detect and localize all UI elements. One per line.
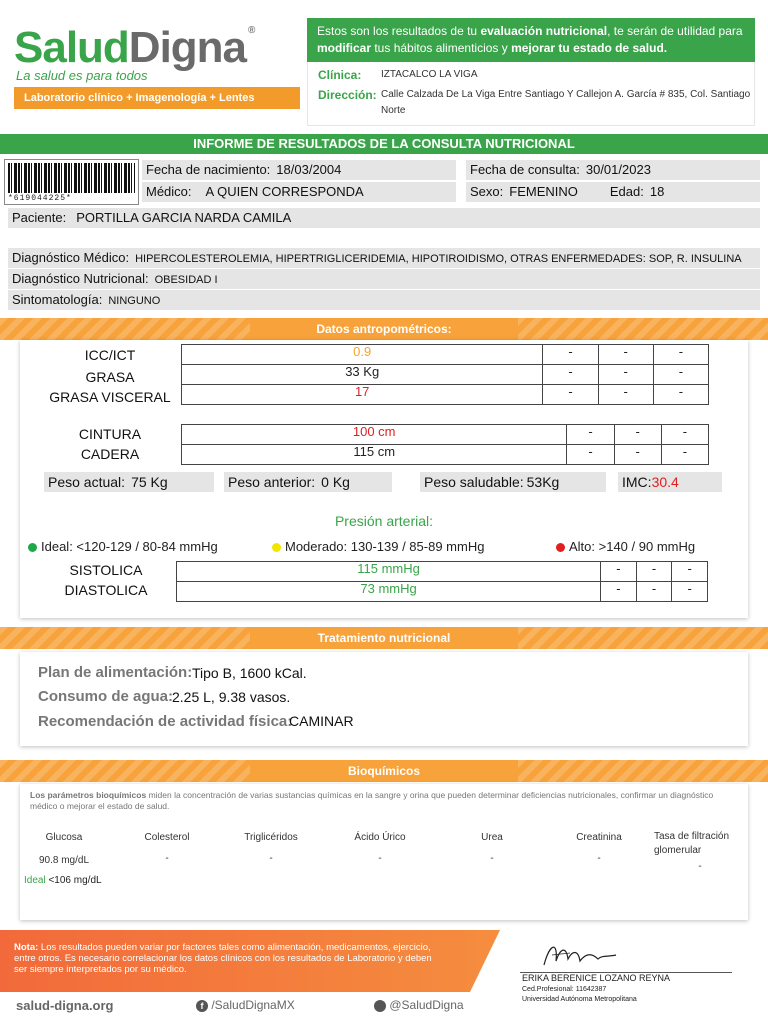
cell: - xyxy=(543,365,598,385)
treatment-header xyxy=(0,627,768,649)
row-label-sistolica: SISTOLICA xyxy=(69,562,143,578)
intro-text-3: tus hábitos alimenticios y xyxy=(371,41,512,55)
red-dot-icon xyxy=(556,543,565,552)
pressure-ideal xyxy=(28,539,218,554)
bio-value: - xyxy=(698,861,702,872)
twitter-link[interactable] xyxy=(374,998,464,1012)
cell: - xyxy=(567,445,614,465)
intro-text-1: Estos son los resultados de tu xyxy=(317,24,481,38)
symptoms-label: Sintomatología: xyxy=(12,292,103,307)
table-row xyxy=(177,562,708,582)
birth-value: 18/03/2004 xyxy=(276,162,342,177)
facebook-icon: f xyxy=(196,1000,208,1012)
consult-date xyxy=(466,160,760,180)
barcode-bars xyxy=(8,163,135,193)
age-label: Edad: xyxy=(609,184,644,199)
cell: - xyxy=(661,445,708,465)
ideal-label: Ideal xyxy=(24,875,46,886)
biochem-desc-text: miden la concentración de varias sustancias químicas en la sangre y orina que pueden determinar deficiencias nutricionales, confirmar un diagnóstico médico o mejorar el estado de salud. xyxy=(30,790,714,811)
cell: - xyxy=(598,385,653,405)
biochem-description xyxy=(30,790,742,812)
plan-label: Plan de alimentación: xyxy=(38,664,193,681)
water-label: Consumo de agua: xyxy=(38,688,174,705)
header-pattern-right xyxy=(518,760,768,782)
yellow-dot-icon xyxy=(272,543,281,552)
anthro-table-1 xyxy=(181,344,709,405)
anthro-title: Datos antropométricos: xyxy=(316,322,452,336)
signer-university: Universidad Autónoma Metropolitana xyxy=(522,996,637,1003)
table-row xyxy=(182,445,709,465)
bio-header: Ácido Úrico xyxy=(354,832,406,843)
sex-age xyxy=(466,182,760,202)
consult-label: Fecha de consulta: xyxy=(470,162,580,177)
cell: - xyxy=(543,385,598,405)
address-value: Calle Calzada De La Viga Entre Santiago Y Callejon A. García # 835, Col. Santiago Norte xyxy=(381,89,751,116)
biochem-desc-bold: Los parámetros bioquímicos xyxy=(30,790,147,800)
bio-value: - xyxy=(490,853,494,864)
bio-header: Colesterol xyxy=(144,832,190,843)
peso-saludable xyxy=(420,472,606,492)
intro-bold-3: mejorar tu estado de salud. xyxy=(511,41,668,55)
anthro-header xyxy=(0,318,768,340)
cell: - xyxy=(543,345,598,365)
footer-note xyxy=(14,942,444,975)
bio-value: - xyxy=(597,853,601,864)
twitter-text: @SaludDigna xyxy=(389,998,464,1012)
doctor-value: A QUIEN CORRESPONDA xyxy=(205,184,364,199)
pressure-moderate-text: Moderado: 130-139 / 85-89 mmHg xyxy=(285,539,485,554)
clinic-value: IZTACALCO LA VIGA xyxy=(381,69,478,80)
peso-anterior-value: 0 Kg xyxy=(321,474,350,490)
imc-value: 30.4 xyxy=(651,474,679,490)
symptoms xyxy=(8,290,760,310)
peso-actual-value: 75 Kg xyxy=(131,474,168,490)
table-row xyxy=(182,365,709,385)
plan-value: Tipo B, 1600 kCal. xyxy=(192,665,307,681)
services-banner: Laboratorio clínico + Imagenología + Lentes xyxy=(14,87,300,109)
biochem-header xyxy=(0,760,768,782)
water-value: 2.25 L, 9.38 vasos. xyxy=(172,689,291,705)
header-pattern-left xyxy=(0,318,250,340)
facebook-text: /SaludDignaMX xyxy=(211,998,295,1012)
bio-header: Tasa de filtración glomerular xyxy=(654,831,730,856)
barcode xyxy=(4,159,139,205)
table-row xyxy=(182,345,709,365)
dx-nutritional-label: Diagnóstico Nutricional: xyxy=(12,271,149,286)
pressure-moderate xyxy=(272,539,484,554)
consult-value: 30/01/2023 xyxy=(585,162,651,177)
cell: 0.9 xyxy=(182,345,543,365)
facebook-link[interactable] xyxy=(196,998,295,1012)
dx-medical-label: Diagnóstico Médico: xyxy=(12,250,130,265)
peso-anterior-label: Peso anterior: xyxy=(228,474,316,490)
dx-nutritional xyxy=(8,269,760,289)
pressure-high-text: Alto: >140 / 90 mmHg xyxy=(569,539,696,554)
brand-tagline: La salud es para todos xyxy=(16,68,148,83)
cell: - xyxy=(672,582,708,602)
table-row xyxy=(177,582,708,602)
brand-logo xyxy=(14,23,255,72)
cell: - xyxy=(636,582,672,602)
imc xyxy=(618,472,722,492)
bio-header: Urea xyxy=(481,832,503,843)
dx-medical xyxy=(8,248,760,268)
cell: - xyxy=(601,562,637,582)
barcode-number: *619044225* xyxy=(8,194,72,203)
peso-saludable-label: Peso saludable: xyxy=(424,474,524,490)
pressure-high xyxy=(556,539,695,554)
age-value: 18 xyxy=(649,184,665,199)
cell: 115 cm xyxy=(182,445,567,465)
website-link[interactable]: salud-digna.org xyxy=(16,998,114,1013)
ideal-value: <106 mg/dL xyxy=(48,875,102,886)
pressure-table xyxy=(176,561,708,602)
activity-value: CAMINAR xyxy=(289,713,354,729)
brand-name-part1: Salud xyxy=(14,23,129,72)
intro-box xyxy=(307,18,755,62)
peso-actual-label: Peso actual: xyxy=(48,474,126,490)
bio-value: - xyxy=(165,853,169,864)
activity-label: Recomendación de actividad física: xyxy=(38,713,293,730)
peso-actual xyxy=(44,472,214,492)
cell: - xyxy=(672,562,708,582)
header-pattern-right xyxy=(518,627,768,649)
intro-bold-1: evaluación nutricional xyxy=(480,24,608,38)
cell: 73 mmHg xyxy=(177,582,601,602)
bio-header: Creatinina xyxy=(576,832,622,843)
bio-value: 90.8 mg/dL xyxy=(38,855,90,866)
peso-anterior xyxy=(224,472,392,492)
cell: 100 cm xyxy=(182,425,567,445)
intro-bold-2: modificar xyxy=(317,41,372,55)
table-row xyxy=(182,385,709,405)
row-label-cadera: CADERA xyxy=(80,446,140,462)
cell: - xyxy=(614,425,661,445)
note-label: Nota: xyxy=(14,942,39,953)
symptoms-value: NINGUNO xyxy=(108,295,161,307)
intro-text-2: , te serán de utilidad para xyxy=(607,24,743,38)
note-text: Los resultados pueden variar por factores tales como alimentación, medicamentos, ejercicio, entre otros. Es necesario correlacionar los datos clínicos con los resultados de Laboratorio y deben ser siempre interpretados por su médico. xyxy=(14,942,432,975)
row-label-grasa-visceral: GRASA VISCERAL xyxy=(49,389,171,405)
cell: - xyxy=(636,562,672,582)
cell: - xyxy=(598,365,653,385)
twitter-icon xyxy=(374,1000,386,1012)
pressure-title: Presión arterial: xyxy=(334,513,434,529)
glucose-ideal xyxy=(24,875,102,886)
brand-name-part2: Digna xyxy=(128,23,247,72)
bio-header: Glucosa xyxy=(45,832,83,843)
bio-value: - xyxy=(378,853,382,864)
cell: - xyxy=(598,345,653,365)
anthro-table-2 xyxy=(181,424,709,465)
report-title: INFORME DE RESULTADOS DE LA CONSULTA NUTRICIONAL xyxy=(0,134,768,154)
cell: - xyxy=(614,445,661,465)
imc-label: IMC: xyxy=(622,474,652,490)
signer-name: ERIKA BERENICE LOZANO REYNA xyxy=(522,973,671,983)
header-pattern-left xyxy=(0,760,250,782)
row-label-diastolica: DIASTOLICA xyxy=(64,582,148,598)
patient-label: Paciente: xyxy=(12,210,67,225)
signer-cedula: Ced.Profesional: 11642387 xyxy=(522,986,607,993)
table-row xyxy=(182,425,709,445)
cell: - xyxy=(653,365,708,385)
patient-name xyxy=(8,208,760,228)
row-label-grasa: GRASA xyxy=(85,369,135,385)
birth-date xyxy=(142,160,456,180)
pressure-ideal-text: Ideal: <120-129 / 80-84 mmHg xyxy=(41,539,218,554)
peso-saludable-value: 53Kg xyxy=(526,474,560,490)
dx-nutritional-value: OBESIDAD I xyxy=(154,274,218,286)
biochem-title: Bioquímicos xyxy=(347,764,420,778)
cell: - xyxy=(653,385,708,405)
signature-image xyxy=(540,935,620,975)
treatment-title: Tratamiento nutricional xyxy=(317,631,451,645)
green-dot-icon xyxy=(28,543,37,552)
clinic-label: Clínica: xyxy=(318,68,362,82)
clinic-info xyxy=(307,62,755,126)
doctor xyxy=(142,182,456,202)
doctor-label: Médico: xyxy=(146,184,192,199)
row-label-cintura: CINTURA xyxy=(78,426,142,442)
cell: 33 Kg xyxy=(182,365,543,385)
cell: 115 mmHg xyxy=(177,562,601,582)
registered-mark: ® xyxy=(248,25,255,36)
cell: - xyxy=(661,425,708,445)
dx-medical-value: HIPERCOLESTEROLEMIA, HIPERTRIGLICERIDEMIA, HIPOTIROIDISMO, OTRAS ENFERMEDADES: SOP, R. INSULINA xyxy=(135,253,742,265)
bio-value: - xyxy=(269,853,273,864)
address-label: Dirección: xyxy=(318,88,377,102)
header-pattern-left xyxy=(0,627,250,649)
cell: 17 xyxy=(182,385,543,405)
birth-label: Fecha de nacimiento: xyxy=(146,162,271,177)
bio-header: Triglicéridos xyxy=(244,832,298,843)
cell: - xyxy=(653,345,708,365)
sex-label: Sexo: xyxy=(470,184,504,199)
sex-value: FEMENINO xyxy=(509,184,578,199)
cell: - xyxy=(601,582,637,602)
row-label-icc: ICC/ICT xyxy=(84,347,136,363)
cell: - xyxy=(567,425,614,445)
header-pattern-right xyxy=(518,318,768,340)
patient-value: PORTILLA GARCIA NARDA CAMILA xyxy=(76,210,292,225)
